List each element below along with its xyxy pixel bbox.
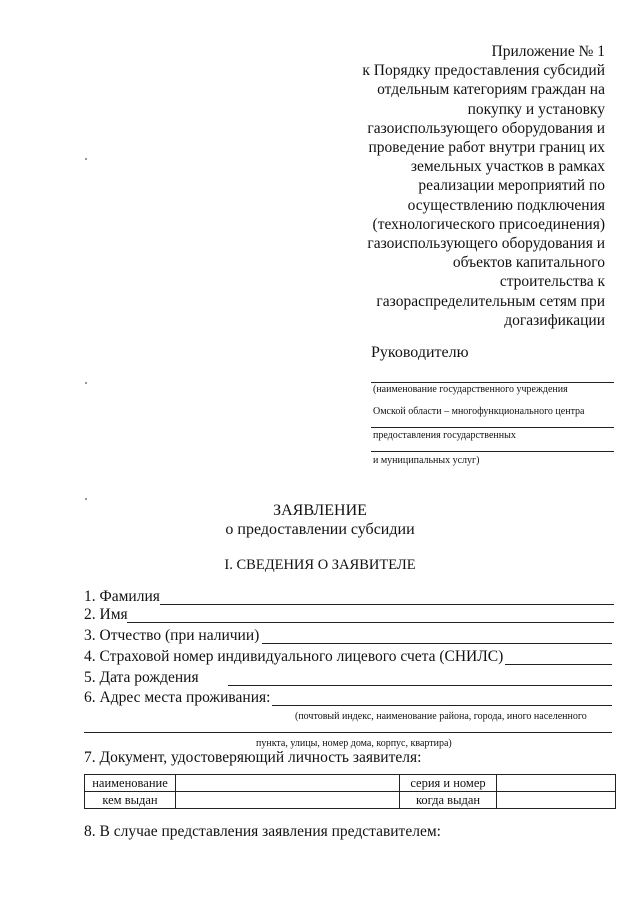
addressee-hint-1: (наименование государственного учреждения	[373, 384, 568, 395]
field-name-line[interactable]	[127, 622, 614, 623]
addressee-title: Руководителю	[371, 344, 469, 361]
id-name-label: наименование	[85, 775, 176, 792]
id-issued-by-label: кем выдан	[85, 792, 176, 809]
doc-title: ЗАЯВЛЕНИЕ	[273, 502, 367, 519]
field-surname-label: 1. Фамилия	[84, 588, 160, 605]
field-address-line-2[interactable]	[84, 732, 612, 733]
field-address-line-1[interactable]	[272, 705, 612, 706]
addressee-hint-2: Омской области – многофункционального центра	[373, 406, 585, 417]
annex-line: реализации мероприятий по	[418, 177, 605, 195]
annex-line: газоиспользующего оборудования и	[367, 235, 605, 253]
field-address-label: 6. Адрес места проживания:	[84, 689, 271, 706]
annex-line: проведение работ внутри границ их	[368, 139, 605, 157]
id-document-table	[84, 774, 616, 809]
annex-line: Приложение № 1	[491, 43, 605, 60]
table-row	[85, 792, 616, 809]
annex-line: строительства к	[499, 273, 605, 291]
section-heading: I. СВЕДЕНИЯ О ЗАЯВИТЕЛЕ	[224, 557, 416, 573]
addressee-hint-3: предоставления государственных	[373, 430, 516, 441]
addressee-line-3[interactable]	[371, 451, 614, 452]
annex-line: объектов капитального	[452, 254, 605, 272]
field-patronymic-line[interactable]	[262, 643, 612, 644]
field-address-hint-1: (почтовый индекс, наименование района, города, иного населенного	[295, 711, 587, 722]
annex-line: отдельным категориям граждан на	[377, 81, 605, 99]
id-issued-when-value[interactable]	[497, 792, 616, 809]
field-snils-line[interactable]	[505, 664, 612, 665]
field-id-doc-label: 7. Документ, удостоверяющий личность заявителя:	[84, 749, 422, 766]
annex-line: земельных участков в рамках	[410, 158, 605, 176]
doc-subtitle: о предоставлении субсидии	[225, 521, 415, 538]
addressee-line-2[interactable]	[371, 427, 614, 428]
field-address-hint-2: пункта, улицы, номер дома, корпус, квартира)	[256, 738, 452, 749]
annex-line: покупку и установку	[467, 100, 605, 118]
annex-line: газоиспользующего оборудования и	[367, 119, 605, 137]
id-issued-by-value[interactable]	[176, 792, 400, 809]
scan-speck	[85, 382, 87, 384]
annex-line: (технологического присоединения)	[372, 215, 605, 233]
field-birthdate-label: 5. Дата рождения	[84, 669, 199, 686]
annex-line: догазификации	[504, 311, 605, 329]
id-issued-when-label: когда выдан	[400, 792, 497, 809]
annex-header	[340, 42, 605, 330]
field-patronymic-label: 3. Отчество (при наличии)	[84, 627, 260, 644]
scan-speck	[85, 498, 87, 500]
field-surname-line[interactable]	[160, 604, 614, 605]
addressee-line-1[interactable]	[371, 382, 614, 383]
annex-line: газораспределительным сетям при	[376, 292, 605, 310]
field-snils-label: 4. Страховой номер индивидуального лицевого счета (СНИЛС)	[84, 648, 504, 665]
id-series-label: серия и номер	[400, 775, 497, 792]
field-name-label: 2. Имя	[84, 606, 128, 623]
id-name-value[interactable]	[176, 775, 400, 792]
table-row	[85, 775, 616, 792]
field-birthdate-line[interactable]	[228, 685, 612, 686]
annex-line: осуществлению подключения	[407, 196, 605, 214]
addressee-hint-4: и муниципальных услуг)	[373, 455, 480, 466]
scan-speck	[85, 158, 87, 160]
id-series-value[interactable]	[497, 775, 616, 792]
annex-line: к Порядку предоставления субсидий	[362, 62, 605, 80]
field-representative-label: 8. В случае представления заявления представителем:	[84, 823, 441, 840]
